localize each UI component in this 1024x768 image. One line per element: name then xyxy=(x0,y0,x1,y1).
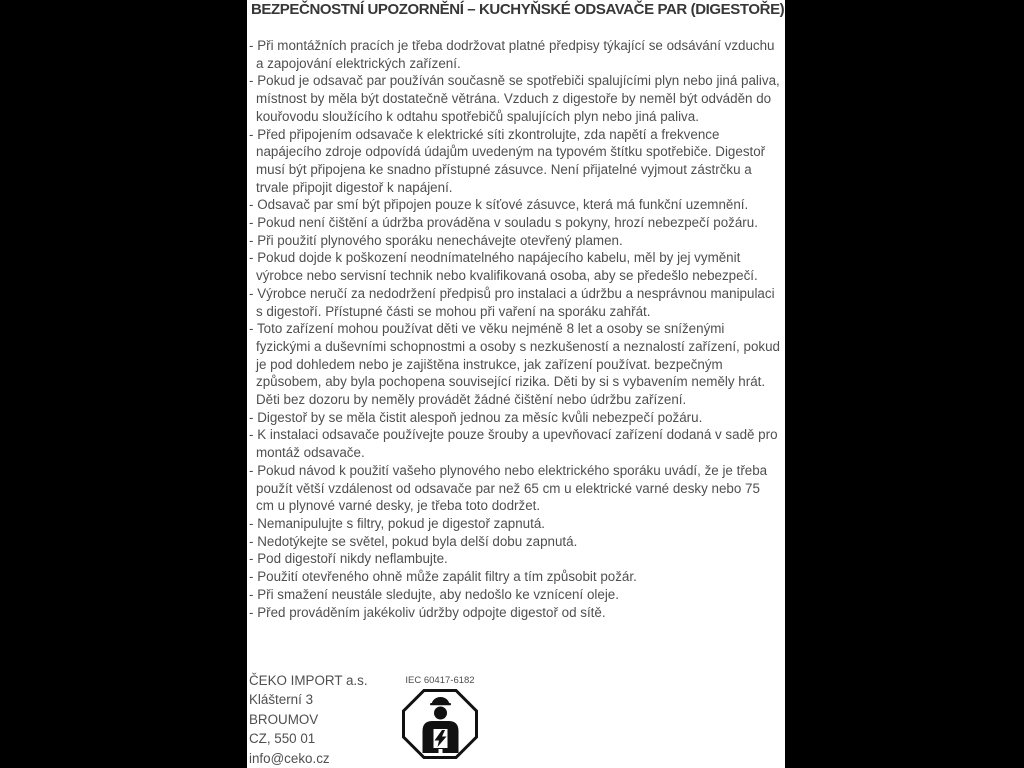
bullet-dash: - xyxy=(249,321,254,337)
bullet-dash: - xyxy=(249,533,254,549)
warnings-list xyxy=(249,37,781,621)
bullet-dash: - xyxy=(249,427,254,443)
warning-text: Nedotýkejte se světel, pokud byla delší dobu zapnutá. xyxy=(257,533,578,549)
bullet-dash: - xyxy=(249,409,254,425)
warning-text: Při použití plynového sporáku nenechávejte otevřený plamen. xyxy=(257,232,623,248)
address-line: CZ, 550 01 xyxy=(249,731,316,747)
warning-item xyxy=(249,196,781,214)
company-block xyxy=(249,671,402,768)
warning-item xyxy=(249,37,781,72)
warning-text: Pokud dojde k poškození neodnímatelného napájecího kabelu, měl by jej vyměnit výrobce nebo servisní technik nebo kvalifikovaná osoba, aby se předešlo nebezpečí. xyxy=(256,250,758,284)
warning-text: Při montážních pracích je třeba dodržovat platné předpisy týkající se odsávání vzduchu a zapojování elektrických zařízení. xyxy=(256,38,775,71)
warning-text: Digestoř by se měla čistit alespoň jednou za měsíc kvůli nebezpečí požáru. xyxy=(257,409,703,425)
bullet-dash: - xyxy=(249,73,254,89)
warning-text: Pokud není čištění a údržba prováděna v souladu s pokyny, hrozí nebezpečí požáru. xyxy=(257,215,758,231)
warning-item xyxy=(249,214,781,232)
electrician-octagon-icon xyxy=(402,689,478,759)
certification-block xyxy=(402,671,478,759)
warning-text: Nemanipulujte s filtry, pokud je digestoř zapnutá. xyxy=(257,515,546,531)
document-page xyxy=(247,0,785,768)
warning-item xyxy=(249,550,781,568)
warning-text: Toto zařízení mohou používat děti ve věku nejméně 8 let a osoby se sníženými fyzickými a duševními schopnostmi a osoby s nezkušeností a neznalostí zařízení, pokud je pod dohledem nebo je zajištěna instrukce, jak zařízení používat. bezpečným způsobem, aby byla pochopena související rizika. Děti by si s vybavením neměly hrát. Děti bez dozoru by neměly provádět žádné čištění nebo údržbu zařízení. xyxy=(256,321,780,408)
company-name: ČEKO IMPORT a.s. xyxy=(249,673,368,688)
document-title: BEZPEČNOSTNÍ UPOZORNĚNÍ – KUCHYŇSKÉ ODSAVAČE PAR (DIGESTOŘE) xyxy=(251,1,785,18)
document-footer xyxy=(249,671,478,768)
address-line: Klášterní 3 xyxy=(249,692,314,708)
address-line: BROUMOV xyxy=(249,711,319,727)
bullet-dash: - xyxy=(249,586,254,602)
warning-text: Použití otevřeného ohně může zapálit filtry a tím způsobit požár. xyxy=(257,569,637,585)
bullet-dash: - xyxy=(249,126,254,142)
warning-text: Pokud návod k použití vašeho plynového nebo elektrického sporáku uvádí, že je třeba použít větší vzdálenost od odsavače par než 65 cm u elektrické varné desky nebo 75 cm u plynové varné desky, je třeba toto dodržet. xyxy=(256,462,768,514)
warning-text: Před prováděním jakékoliv údržby odpojte digestoř od sítě. xyxy=(257,604,606,620)
warning-text: Při smažení neustále sledujte, aby nedošlo ke vznícení oleje. xyxy=(257,586,619,602)
bullet-dash: - xyxy=(249,250,254,266)
warning-item xyxy=(249,126,781,197)
warning-text: Odsavač par smí být připojen pouze k síťové zásuvce, která má funkční uzemnění. xyxy=(257,197,749,213)
bullet-dash: - xyxy=(249,604,254,620)
warning-text: Před připojením odsavače k elektrické síti zkontrolujte, zda napětí a frekvence napájecího zdroje odpovídá údajům uvedeným na typovém štítku spotřebiče. Digestoř musí být připojena ke snadno přístupné zásuvce. Není přijatelné vyjmout zástrčku a trvale připojit digestoř k napájení. xyxy=(256,126,766,195)
warning-item xyxy=(249,232,781,250)
bullet-dash: - xyxy=(249,285,254,301)
warning-item xyxy=(249,586,781,604)
warning-item xyxy=(249,533,781,551)
bullet-dash: - xyxy=(249,569,254,585)
warning-text: Pod digestoří nikdy neflambujte. xyxy=(257,551,448,567)
warning-item xyxy=(249,426,781,461)
bullet-dash: - xyxy=(249,232,254,248)
warning-item xyxy=(249,72,781,125)
warning-item xyxy=(249,409,781,427)
warning-item xyxy=(249,462,781,515)
bullet-dash: - xyxy=(249,551,254,567)
bullet-dash: - xyxy=(249,197,254,213)
company-email: info@ceko.cz xyxy=(249,750,330,766)
warning-item xyxy=(249,604,781,622)
bullet-dash: - xyxy=(249,462,254,478)
bullet-dash: - xyxy=(249,38,254,53)
certification-label: IEC 60417-6182 xyxy=(405,675,475,686)
warning-text: K instalaci odsavače používejte pouze šrouby a upevňovací zařízení dodaná v sadě pro montáž odsavače. xyxy=(256,427,778,461)
warning-item xyxy=(249,568,781,586)
warning-text: Výrobce neručí za nedodržení předpisů pro instalaci a údržbu a nesprávnou manipulaci s digestoří. Přístupné části se mohou při vaření na sporáku zahřát. xyxy=(256,285,775,319)
bullet-dash: - xyxy=(249,515,254,531)
warning-item xyxy=(249,249,781,284)
warning-item xyxy=(249,285,781,320)
bullet-dash: - xyxy=(249,215,254,231)
company-address xyxy=(249,690,402,748)
warning-text: Pokud je odsavač par používán současně se spotřebiči spalujícími plyn nebo jiná paliva, místnost by měla být dostatečně větrána. Vzduch z digestoře by neměl být odváděn do kouřovodu sloužícího k odtahu spotřebičů spalujících plyn nebo jiná paliva. xyxy=(256,73,780,124)
warning-item xyxy=(249,515,781,533)
warning-item xyxy=(249,320,781,409)
